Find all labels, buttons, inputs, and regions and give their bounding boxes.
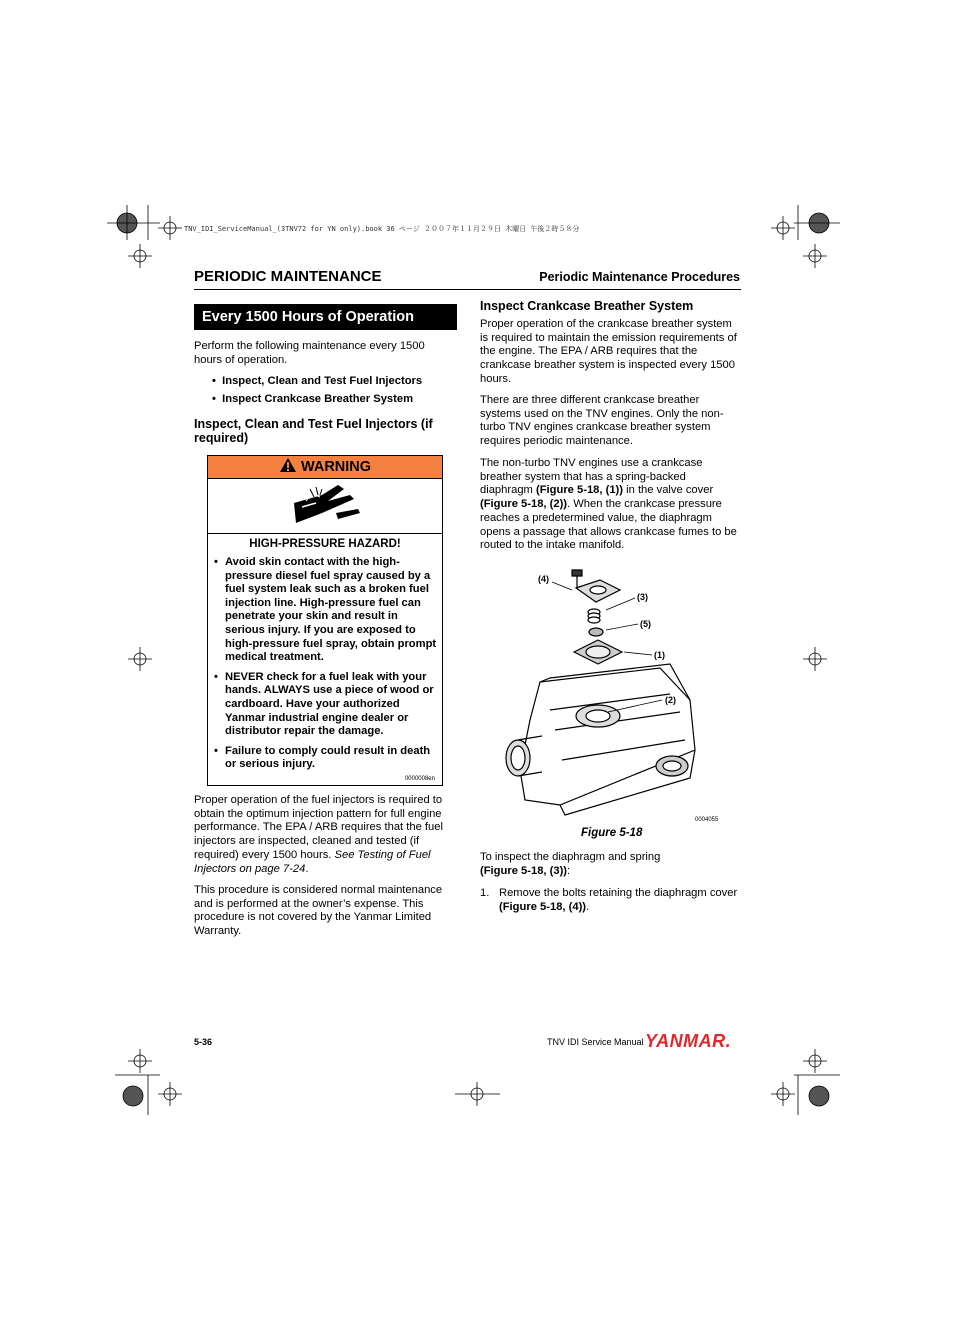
warning-header	[208, 456, 442, 479]
warranty-paragraph: This procedure is considered normal maintenance and is performed at the owner’s expense. This procedure is not covered by the Yanmar Limited Warranty.	[194, 884, 443, 938]
manual-name: TNV IDI Service Manual	[547, 1037, 644, 1047]
callout-label: (3)	[637, 592, 648, 602]
warning-item: • Avoid skin contact with the high-pressure diesel fuel spray caused by a fuel system leak such as a broken fuel injection line. High-pressure fuel can penetrate your skin and result in serious injury. If you are exposed to high-pressure fuel spray, obtain prompt medical treatment.	[216, 556, 438, 665]
callout-label: (4)	[538, 574, 549, 584]
subsection-heading-injectors: Inspect, Clean and Test Fuel Injectors (if required)	[194, 417, 433, 445]
figure-caption: Figure 5-18	[581, 827, 643, 839]
injector-paragraph: Proper operation of the fuel injectors is required to obtain the optimum injection pattern for full engine performance. The EPA / ARB requires that the fuel injectors are inspected, cleaned and tested (if required) every 1500 hours. See Testing of Fuel Injectors on page 7-24.	[194, 794, 443, 875]
warning-item: • Failure to comply could result in death or serious injury.	[216, 745, 438, 772]
warning-code: 0000008en	[404, 776, 435, 782]
warning-box	[207, 455, 443, 786]
inspect-instruction: To inspect the diaphragm and spring (Figure 5-18, (3)):	[480, 851, 661, 877]
print-info-line: TNV_IDI_ServiceManual_(3TNV72 for YN only).book 36 ページ ２００７年１１月２９日 木曜日 午後２時５８分	[184, 225, 580, 233]
bullet-item: • Inspect, Clean and Test Fuel Injectors	[212, 375, 423, 387]
breather-diagram	[490, 560, 730, 830]
hazard-title: HIGH-PRESSURE HAZARD!	[249, 538, 401, 550]
bullet-item: • Inspect Crankcase Breather System	[212, 393, 414, 405]
breather-paragraph-2: There are three different crankcase breather systems used on the TNV engines. Only the non-turbo TNV engines crankcase breather system requires periodic maintenance.	[480, 394, 724, 448]
callout-label: (2)	[665, 695, 676, 705]
step-text: Remove the bolts retaining the diaphragm cover (Figure 5-18, (4)).	[499, 887, 738, 913]
breather-paragraph-1: Proper operation of the crankcase breather system is required to maintain the emission requirements of the engine. The EPA / ARB requires that the crankcase breather system is inspected every 1500 hours.	[480, 318, 737, 385]
chapter-title: PERIODIC MAINTENANCE	[194, 268, 382, 285]
page-number: 5-36	[194, 1037, 213, 1047]
header-divider	[194, 289, 741, 290]
step-number: 1.	[480, 887, 490, 899]
callout-label: (1)	[654, 650, 665, 660]
intro-paragraph: Perform the following maintenance every 1500 hours of operation.	[194, 340, 425, 366]
callout-label: (5)	[640, 619, 651, 629]
figure-code: 0004055	[695, 817, 719, 823]
cross-reference: See Testing of Fuel Injectors on page 7-24	[194, 848, 431, 875]
high-pressure-spray-hazard-icon	[292, 483, 362, 529]
warning-item: • NEVER check for a fuel leak with your hands. ALWAYS use a piece of wood or cardboard. Have your authorized Yanmar industrial engine dealer or distributor repair the damage.	[216, 671, 438, 739]
warning-list	[216, 556, 438, 778]
warning-triangle-icon	[279, 457, 297, 473]
subsection-heading-breather: Inspect Crankcase Breather System	[480, 299, 694, 313]
warning-label: WARNING	[300, 459, 372, 475]
yanmar-logo: YANMAR.	[645, 1031, 732, 1051]
section-heading-bar: Every 1500 Hours of Operation	[194, 304, 457, 330]
breather-paragraph-3: The non-turbo TNV engines use a crankcase breather system that has a spring-backed diaphragm (Figure 5-18, (1)) in the valve cover (Figure 5-18, (2)). When the crankcase pressure reaches a predetermined value, the diaphragm opens a passage that allows crankcase fumes to be routed to the intake manifold.	[480, 457, 737, 552]
section-title: Periodic Maintenance Procedures	[539, 270, 740, 284]
